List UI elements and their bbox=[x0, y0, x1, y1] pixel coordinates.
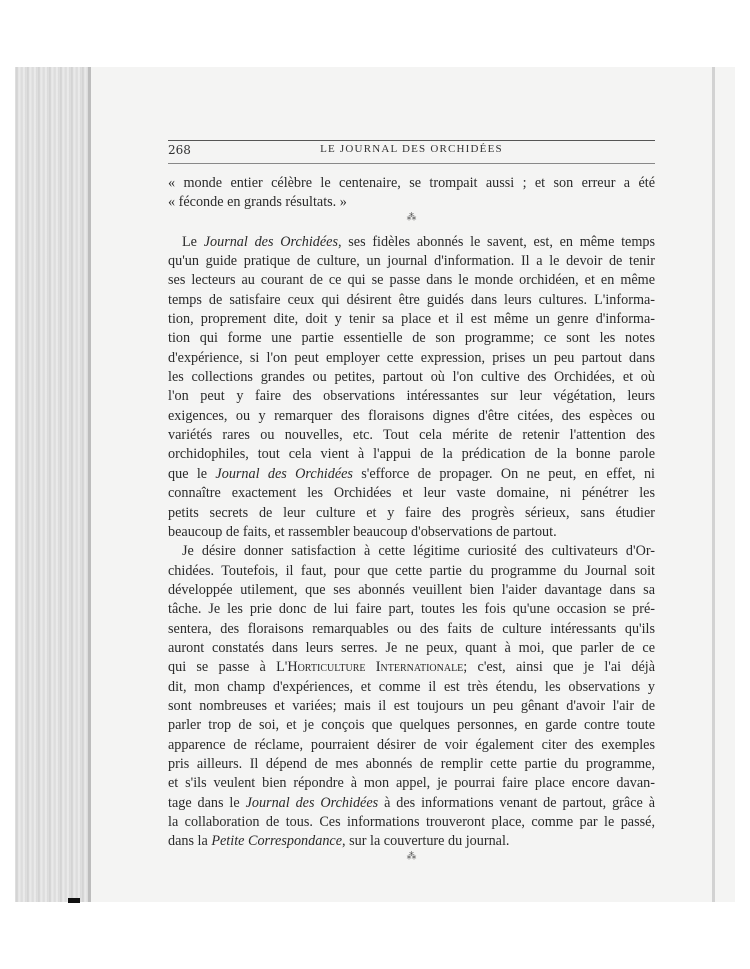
text-line: Je désire donner satisfaction à cette légitime curiosité des cultivateurs d'Or- bbox=[182, 543, 655, 560]
text-line: la collaboration de tous. Ces informations trouveront place, comme par le passé, bbox=[168, 814, 655, 830]
text-line: Le Journal des Orchidées, ses fidèles abonnés le savent, est, en même temps bbox=[182, 233, 655, 250]
page-stack-shadow bbox=[88, 67, 91, 902]
text-line: auront constatés dans leurs serres. Je ne peux, quant à moi, que parler de ce bbox=[168, 639, 655, 656]
text-line: que le Journal des Orchidées s'efforce de propager. On ne peut, en effet, ni bbox=[168, 465, 655, 482]
text-line: tion qui forme une partie essentielle de son programme; ce sont les notes bbox=[168, 330, 655, 347]
text-line: beaucoup de faits, et rassembler beaucoup d'observations de partout. bbox=[168, 523, 557, 540]
text-line: exigences, ou y remarquer des floraisons dignes d'être citées, des espèces ou bbox=[168, 407, 655, 424]
asterism-separator: ⁂ bbox=[406, 211, 417, 223]
article-body bbox=[168, 174, 655, 872]
text-line: tâche. Je les prie donc de lui faire part, toutes les fois qu'une occasion se pré- bbox=[168, 601, 655, 618]
text-line: sont nombreuses et variées; mais il est toujours un peu gênant d'avoir l'air de bbox=[168, 697, 655, 714]
text-line: « monde entier célèbre le centenaire, se trompait aussi ; et son erreur a été bbox=[168, 175, 655, 191]
text-line: développée utilement, que ses abonnés veuillent bien l'aider davantage dans sa bbox=[168, 581, 655, 598]
text-line: dans la Petite Correspondance, sur la couverture du journal. bbox=[168, 833, 510, 850]
text-line: dit, mon champ d'expériences, et comme il est très étendu, les observations y bbox=[168, 678, 655, 695]
page-gutter-line bbox=[712, 67, 715, 902]
paragraph bbox=[168, 174, 655, 213]
text-line: petits secrets de leur culture et y faire des progrès sérieux, sans étudier bbox=[168, 504, 655, 521]
text-line: qui se passe à L'Horticulture Internationale; c'est, ainsi que je l'ai déjà bbox=[168, 659, 655, 676]
text-line: tion, proprement dite, doit y tenir sa place et il est même un genre d'informa- bbox=[168, 311, 655, 328]
text-line: pris ailleurs. Il dépend de mes abonnés de remplir cette partie du programme, bbox=[168, 755, 655, 772]
text-line: apparence de réclame, pourraient désirer de voir également citer des exemples bbox=[168, 736, 655, 753]
text-line: variétés rares ou nouvelles, etc. Tout cela mérite de retenir l'attention des bbox=[168, 427, 655, 444]
text-line: connaître exactement les Orchidées et leur vaste domaine, ni pénétrer les bbox=[168, 485, 655, 502]
text-line: orchidophiles, tout cela vient à l'appui de la prédication de la bonne parole bbox=[168, 446, 655, 463]
asterism-separator: ⁂ bbox=[406, 850, 417, 862]
text-line: l'on peut y faire des observations intéressantes sur leur végétation, leurs bbox=[168, 388, 655, 405]
text-line: et s'ils veulent bien répondre à mon appel, je pourrai faire place encore davan- bbox=[168, 775, 655, 792]
paragraph bbox=[168, 233, 655, 543]
page-stack-edges bbox=[15, 67, 90, 902]
text-line: « féconde en grands résultats. » bbox=[168, 194, 347, 211]
text-line: sentera, des floraisons remarquables ou des faits de culture intéressants qu'ils bbox=[168, 620, 655, 637]
page-number: 268 bbox=[168, 143, 191, 157]
header-top-rule bbox=[168, 140, 655, 141]
text-line: d'expérience, si l'on peut employer cette expression, prises un peu partout dans bbox=[168, 349, 655, 366]
running-header bbox=[168, 143, 655, 161]
text-line: qu'un guide pratique de culture, un journal d'information. Il a le devoir de tenir bbox=[168, 253, 655, 270]
text-line: tage dans le Journal des Orchidées à des informations venant de partout, grâce à bbox=[168, 794, 655, 811]
header-bottom-rule bbox=[168, 163, 655, 164]
scan-mark bbox=[68, 898, 80, 903]
text-line: parler trop de soi, et je conçois que quelques personnes, en garde contre toute bbox=[168, 717, 655, 734]
text-line: chidées. Toutefois, il faut, pour que cette partie du programme du Journal soit bbox=[168, 562, 655, 579]
text-line: les collections grandes ou petites, partout où l'on cultive des Orchidées, et où bbox=[168, 369, 655, 386]
running-title: LE JOURNAL DES ORCHIDÉES bbox=[320, 143, 503, 155]
text-line: ses lecteurs au courant de ce qui se passe dans le monde orchidéen, et en même bbox=[168, 272, 655, 289]
text-line: temps de satisfaire ceux qui désirent être guidés dans leurs cultures. L'informa- bbox=[168, 291, 655, 308]
paragraph bbox=[168, 542, 655, 852]
